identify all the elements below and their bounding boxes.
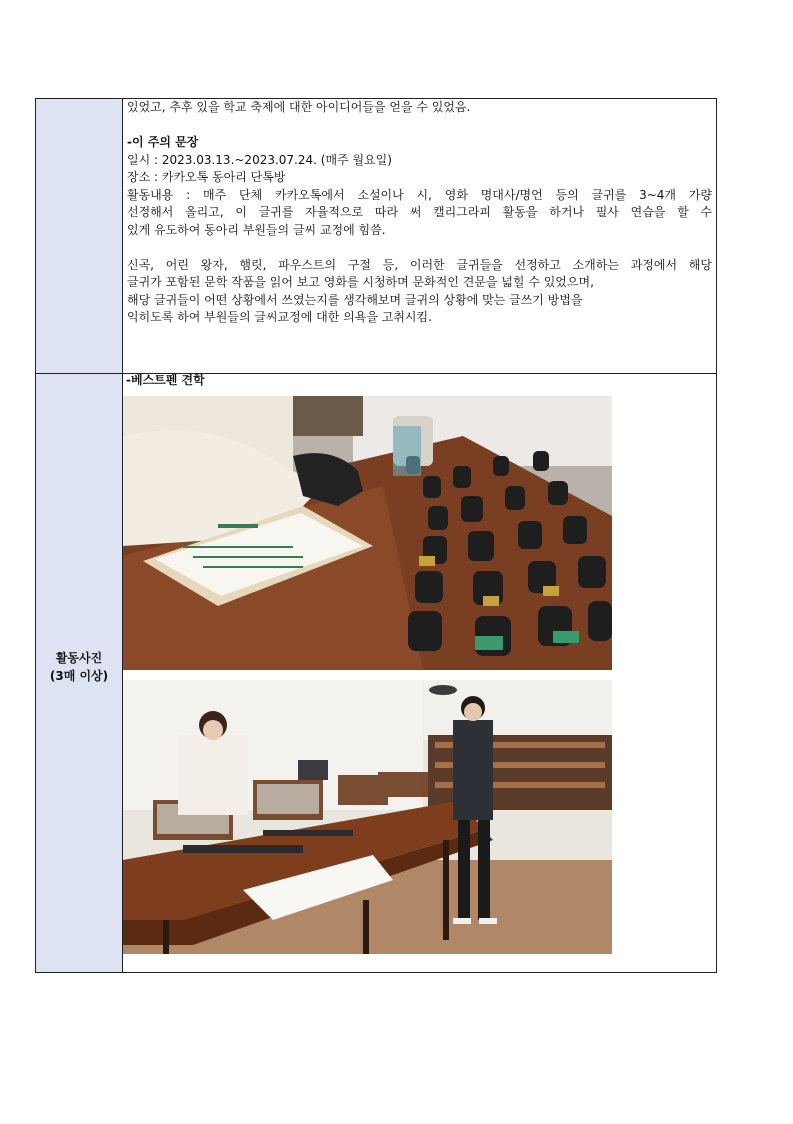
- empty-label-cell: [36, 99, 123, 373]
- blank-line: [127, 239, 712, 257]
- photo-heading: -베스트펜 견학: [126, 373, 205, 387]
- text-line-content-1: 활동내용 : 매주 단체 카카오톡에서 소설이나 시, 영화 명대사/명언 등의 글귀를 3~4개 가량: [127, 187, 712, 202]
- text-line-desc-2: 글귀가 포함된 문학 작품을 읽어 보고 영화를 시청하며 문화적인 견문을 넓힐 수 있었으며,: [127, 275, 594, 289]
- activity-text-cell: [123, 99, 716, 373]
- text-line-continuation: 있었고, 추후 있을 학교 축제에 대한 아이디어들을 얻을 수 있었음.: [127, 100, 471, 114]
- photo-pen-shop: [123, 680, 612, 954]
- text-line-desc-1: 신곡, 어린 왕자, 햄릿, 파우스트의 구절 등, 이러한 글귀들을 선정하고 소개하는 과정에서 해당: [127, 257, 712, 272]
- activity-report-table: [35, 98, 717, 973]
- text-line-desc-3: 해당 글귀들이 어떤 상황에서 쓰였는지를 생각해보며 글귀의 상황에 맞는 글쓰기 방법을: [127, 292, 583, 307]
- text-line-content-3: 있게 유도하여 동아리 부원들의 글씨 교정에 힘씀.: [127, 222, 386, 237]
- photo-label-sub: (3매 이상): [49, 669, 109, 683]
- photo-label: [36, 649, 122, 685]
- photo-label-cell: [36, 374, 123, 972]
- text-line-date: 일시 : 2023.03.13.~2023.07.24. (매주 월요일): [127, 152, 392, 167]
- photo-ink-bottles: [123, 396, 612, 670]
- section-heading-sentence: -이 주의 문장: [127, 135, 199, 149]
- text-line-desc-4: 익히도록 하여 부원들의 글씨교정에 대한 의욕을 고취시킴.: [127, 310, 432, 324]
- text-line-content-2: 선정해서 올리고, 이 글귀를 자율적으로 따라 써 캘리그라피 활동을 하거나 필사 연습을 할 수: [127, 205, 712, 219]
- activity-photo-row: [36, 374, 716, 972]
- photo-label-title: 활동사진: [55, 651, 103, 665]
- activity-text-row: [36, 99, 716, 374]
- photo-content-cell: [123, 374, 716, 972]
- blank-line: [127, 117, 712, 135]
- text-line-place: 장소 : 카카오톡 동아리 단톡방: [127, 170, 286, 184]
